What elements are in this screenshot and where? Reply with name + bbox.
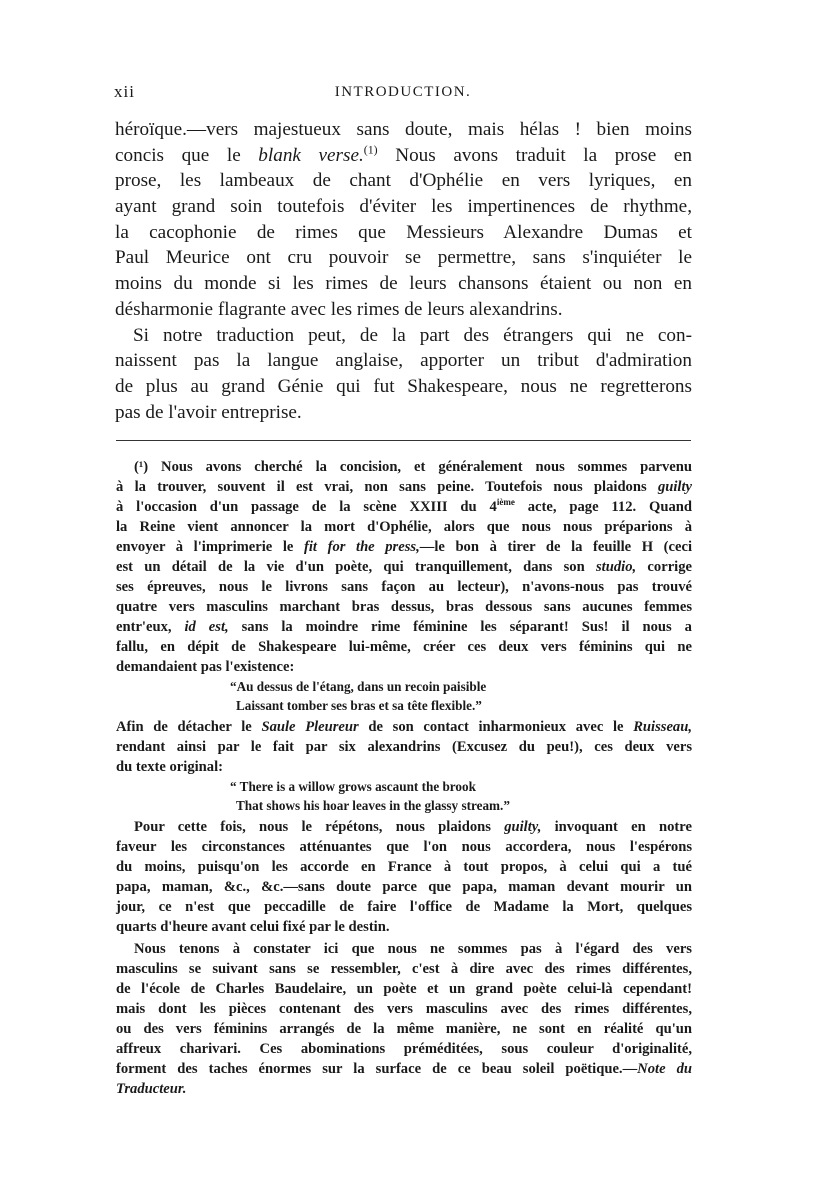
text-line: pas de l'avoir entreprise.: [115, 401, 302, 423]
footnote-line: ses épreuves, nous le livrons sans façon au lecteur), n'avons-nous pas trouvé: [116, 579, 692, 595]
footnote-line: Afin de détacher le Saule Pleureur de son contact inharmonieux avec le Ruisseau,: [116, 719, 692, 735]
footnote-line: masculins se suivant sans se ressembler, c'est à dire avec des rimes différentes,: [116, 961, 692, 977]
italic-text: guilty: [657, 479, 692, 495]
quoted-verse-line: “Au dessus de l'étang, dans un recoin paisible: [230, 679, 487, 694]
footnote-line: à la trouver, souvent il est vrai, non sans peine. Toutefois nous plaidons guilty: [116, 479, 692, 495]
footnote-line: [116, 1079, 692, 1099]
footnote-line: jour, ce n'est que peccadille de faire l'office de Madame la Mort, quelques: [116, 899, 692, 915]
text-line: concis que le blank verse.$^{(1)}$ Nous avons traduit la prose en: [115, 142, 692, 166]
footnote-line: entr'eux, id est, sans la moindre rime féminine les séparant! Sus! il nous a: [116, 619, 692, 635]
superscript: (1): [363, 142, 378, 157]
footnote-line: envoyer à l'imprimerie le fit for the press,—le bon à tirer de la feuille H (ceci: [116, 539, 692, 555]
italic-text: Note du: [637, 1061, 692, 1077]
italic-text: Traducteur.: [116, 1081, 187, 1097]
footnote-line: Nous tenons à constater ici que nous ne sommes pas à l'égard des vers: [134, 941, 692, 957]
footnote-line: forment des taches énormes sur la surface de ce beau soleil poëtique.—Note du: [116, 1061, 692, 1077]
footnote-line: est un détail de la vie d'un poète, qui tranquillement, dans son studio, corrige: [116, 559, 692, 575]
quoted-verse-line: That shows his hoar leaves in the glassy stream.”: [236, 798, 510, 813]
text-line: moins du monde si les rimes de leurs chansons étaient ou non en: [115, 273, 692, 295]
superscript: ième: [496, 497, 515, 508]
footnote-line: de l'école de Charles Baudelaire, un poète et un grand poète celui-là cependant!: [116, 981, 692, 997]
footnote-line: du moins, puisqu'on les accorde en France à tout propos, à celui qui a tué: [116, 859, 692, 875]
running-header: [114, 82, 692, 106]
footnote: [116, 457, 692, 1099]
page-number: xii: [114, 82, 135, 101]
footnote-rule: [116, 440, 691, 441]
text-line: Si notre traduction peut, de la part des étrangers qui ne con-: [133, 324, 692, 346]
italic-text: id est,: [184, 619, 229, 635]
text-line: ayant grand soin toutefois d'éviter les impertinences de rhythme,: [115, 196, 692, 218]
quoted-verse-line: Laissant tomber ses bras et sa tête flexible.”: [236, 698, 482, 713]
italic-text: Saule Pleureur: [261, 719, 359, 735]
footnote-line: demandaient pas l'existence:: [116, 659, 295, 675]
footnote-line: faveur les circonstances atténuantes que l'on nous accordera, nous l'espérons: [116, 839, 692, 855]
italic-text: blank verse.: [258, 144, 364, 166]
italic-text: Ruisseau,: [633, 719, 692, 735]
footnote-line: ou des vers féminins arrangés de la même manière, ne sont en réalité qu'un: [116, 1021, 692, 1037]
text-line: héroïque.—vers majestueux sans doute, mais hélas ! bien moins: [115, 119, 692, 140]
italic-text: guilty,: [504, 819, 542, 835]
footnote-line: Pour cette fois, nous le répétons, nous plaidons guilty, invoquant en notre: [134, 819, 692, 835]
footnote-line: papa, maman, &c., &c.—sans doute parce que papa, maman devant mourir un: [116, 879, 692, 895]
main-text: [115, 117, 692, 425]
text-line: naissent pas la langue anglaise, apporter un tribut d'admiration: [115, 350, 692, 372]
footnote-line: quatre vers masculins marchant bras dessus, bras dessous sans aucunes femmes: [116, 599, 692, 615]
running-title: INTRODUCTION.: [334, 84, 472, 100]
footnote-line: rendant ainsi par le fait par six alexandrins (Excusez du peu!), ces deux vers: [116, 739, 692, 755]
footnote-line: quarts d'heure avant celui fixé par le destin.: [116, 919, 390, 935]
text-line: la cacophonie de rimes que Messieurs Alexandre Dumas et: [115, 221, 692, 243]
footnote-line: la Reine vient annoncer la mort d'Ophélie, alors que nous nous préparions à: [116, 519, 692, 535]
text-line: de plus au grand Génie qui fut Shakespeare, nous ne regretterons: [115, 375, 692, 397]
footnote-line: (¹) Nous avons cherché la concision, et généralement nous sommes parvenu: [134, 459, 692, 475]
italic-text: studio,: [596, 559, 637, 575]
footnote-line: du texte original:: [116, 759, 224, 775]
footnote-line: affreux charivari. Ces abominations préméditées, sous couleur d'originalité,: [116, 1041, 692, 1057]
footnote-line: mais dont les pièces contenant des vers masculins avec des rimes différentes,: [116, 1001, 692, 1017]
text-line: désharmonie flagrante avec les rimes de leurs alexandrins.: [115, 298, 563, 320]
text-line: Paul Meurice ont cru pouvoir se permettre, sans s'inquiéter le: [115, 247, 692, 269]
quoted-verse-line: “ There is a willow grows ascaunt the brook: [230, 779, 476, 794]
footnote-line: à l'occasion d'un passage de la scène XXIII du 4ième acte, page 112. Quand: [116, 497, 692, 515]
footnote-line: fallu, en dépit de Shakespeare lui-même, créer ces deux vers féminins qui ne: [116, 639, 692, 655]
text-line: prose, les lambeaux de chant d'Ophélie en vers lyriques, en: [115, 170, 692, 192]
italic-text: fit for the press,: [304, 539, 420, 555]
